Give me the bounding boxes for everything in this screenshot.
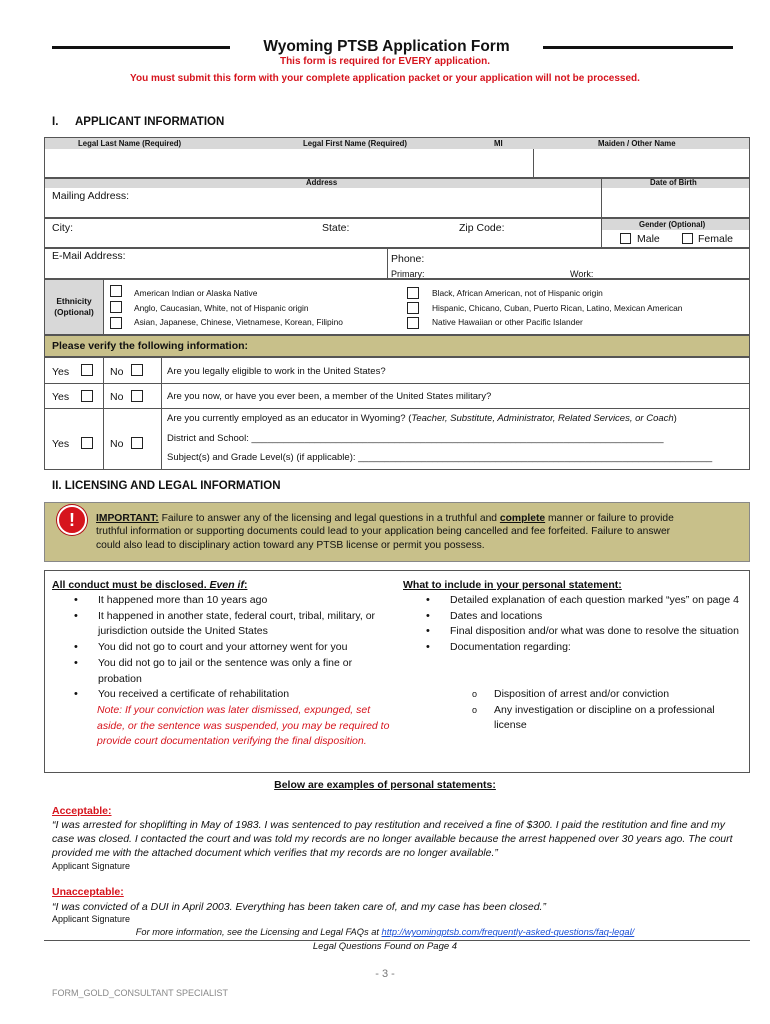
col-first-name: Legal First Name (Required): [303, 139, 407, 148]
dob-field[interactable]: [602, 188, 749, 217]
ethnicity-checkbox[interactable]: [110, 301, 122, 313]
faq-link[interactable]: http://wyomingptsb.com/frequently-asked-questions/faq-legal/: [381, 927, 635, 937]
right-heading: What to include in your personal statement:: [403, 579, 622, 591]
important-line-1: [96, 512, 674, 525]
col-address: Address: [306, 178, 338, 187]
ethnicity-option: Anglo, Caucasian, White, not of Hispanic origin: [134, 303, 309, 313]
unacceptable-example: “I was convicted of a DUI in April 2003. Everything has been taken care of, and my case has been closed.”: [52, 901, 546, 913]
unacceptable-label: Unacceptable:: [52, 886, 124, 898]
left-heading-c: :: [243, 579, 248, 591]
question-military: Are you now, or have you ever been, a member of the United States military?: [167, 391, 492, 402]
divider: [44, 408, 750, 409]
left-note: Note: If your conviction was later dismissed, expunged, set aside, or the sentence was suspended, you may be required to provide court documentation verifying the final disposition.: [97, 704, 390, 748]
acceptable-label: Acceptable:: [52, 805, 112, 817]
ethnicity-label: Ethnicity (Optional): [54, 296, 94, 317]
ethnicity-checkbox[interactable]: [407, 302, 419, 314]
no-label: No: [110, 366, 124, 378]
ethnicity-checkbox[interactable]: [407, 317, 419, 329]
yes-label: Yes: [52, 438, 70, 450]
header-rule-right: [543, 46, 733, 49]
list-item: • It happened more than 10 years ago: [52, 593, 397, 609]
important-text-b: manner or failure to provide: [545, 513, 674, 524]
city-label: City:: [52, 222, 73, 234]
divider: [44, 383, 750, 384]
divider: [103, 357, 104, 470]
phone-label: Phone:: [391, 253, 425, 265]
primary-phone-label: Primary:: [391, 269, 425, 279]
list-item: o Any investigation or discipline on a professional license: [424, 703, 750, 734]
section1-title: APPLICANT INFORMATION: [75, 116, 225, 128]
list-item: • Final disposition and/or what was done to resolve the situation: [404, 624, 750, 640]
section1-number: I.: [52, 116, 59, 128]
ethnicity-option: Asian, Japanese, Chinese, Vietnamese, Korean, Filipino: [134, 317, 343, 327]
list-item: • You did not go to court and your attorney went for you: [52, 640, 397, 656]
question-educator: [167, 412, 677, 425]
ethnicity-option: Hispanic, Chicano, Cuban, Puerto Rican, Latino, Mexican American: [432, 303, 683, 313]
zip-label: Zip Code:: [459, 222, 505, 234]
question-work-eligibility: Are you legally eligible to work in the United States?: [167, 366, 386, 377]
col-last-name: Legal Last Name (Required): [78, 139, 182, 148]
important-label: IMPORTANT:: [96, 513, 159, 524]
section2-title: II. LICENSING AND LEGAL INFORMATION: [52, 480, 281, 492]
list-item: • You did not go to jail or the sentence was only a fine or probation: [52, 656, 397, 687]
list-item: • It happened in another state, federal court, tribal, military, or jurisdiction outside the United States: [52, 609, 397, 640]
left-heading: [52, 579, 247, 591]
subjects-grades-field[interactable]: Subject(s) and Grade Level(s) (if applicable): ___________________________________________________________________: [167, 452, 713, 463]
ethnicity-option: Black, African American, not of Hispanic origin: [432, 288, 603, 298]
more-info-text: For more information, see the Licensing and Legal FAQs at: [135, 927, 382, 937]
question-educator-roles: Teacher, Substitute, Administrator, Related Services, or Coach: [411, 413, 674, 424]
right-list: [404, 593, 750, 656]
verify-title: Please verify the following information:: [52, 340, 249, 352]
list-item: • Dates and locations: [404, 609, 750, 625]
q1-no-checkbox[interactable]: [131, 364, 143, 376]
left-heading-b: Even if: [209, 579, 244, 591]
ethnicity-checkbox[interactable]: [407, 287, 419, 299]
address-header-bar: [45, 179, 749, 188]
mailing-address-label: Mailing Address:: [52, 190, 130, 202]
yes-label: Yes: [52, 391, 70, 403]
col-mi: MI: [494, 139, 503, 148]
col-dob: Date of Birth: [650, 178, 697, 187]
ethnicity-checkbox[interactable]: [110, 285, 122, 297]
email-field[interactable]: [130, 250, 385, 276]
col-maiden: Maiden / Other Name: [598, 139, 676, 148]
divider: [103, 279, 104, 335]
list-item: • Documentation regarding:: [404, 640, 750, 656]
district-school-field[interactable]: District and School: ______________________________________________________________________________: [167, 433, 664, 444]
work-phone-field[interactable]: [600, 266, 748, 278]
q3-yes-checkbox[interactable]: [81, 437, 93, 449]
no-label: No: [110, 438, 124, 450]
q2-yes-checkbox[interactable]: [81, 390, 93, 402]
applicant-signature-label: Applicant Signature: [52, 914, 131, 924]
divider: [387, 248, 388, 279]
primary-phone-field[interactable]: [432, 266, 562, 278]
examples-heading: Below are examples of personal statements:: [274, 779, 496, 791]
found-on-page: Legal Questions Found on Page 4: [312, 941, 458, 952]
list-item: • Detailed explanation of each question marked “yes” on page 4: [404, 593, 750, 609]
required-note: This form is required for EVERY application.: [279, 56, 491, 67]
male-label: Male: [637, 233, 660, 245]
gender-label: Gender (Optional): [639, 220, 706, 229]
more-info-line: [0, 927, 770, 937]
question-educator-start: Are you currently employed as an educator in Wyoming? (: [167, 413, 412, 424]
header-rule-left: [52, 46, 230, 49]
form-id: FORM_GOLD_CONSULTANT SPECIALIST: [52, 988, 229, 998]
important-text-a: Failure to answer any of the licensing and legal questions in a truthful and: [158, 513, 500, 524]
important-line-3: could also lead to disciplinary action toward any PTSB license or permit you possess.: [96, 540, 485, 551]
left-list: [52, 593, 397, 703]
divider: [161, 357, 162, 470]
right-sublist: [424, 687, 750, 734]
no-label: No: [110, 391, 124, 403]
yes-label: Yes: [52, 366, 70, 378]
maiden-name-field[interactable]: [534, 149, 749, 177]
list-item: o Disposition of arrest and/or conviction: [424, 687, 750, 703]
important-line-2: truthful information or supporting documents could lead to your application being cancelled and fee forfeited. Failure to answer: [96, 526, 671, 537]
ethnicity-option: Native Hawaiian or other Pacific Islander: [432, 317, 583, 327]
important-complete: complete: [499, 513, 546, 524]
submit-note: You must submit this form with your complete application packet or your application will not be processed.: [130, 73, 640, 84]
female-label: Female: [698, 233, 734, 245]
male-checkbox[interactable]: [620, 233, 631, 244]
ethnicity-option: American Indian or Alaska Native: [134, 288, 258, 298]
q3-no-checkbox[interactable]: [131, 437, 143, 449]
female-checkbox[interactable]: [682, 233, 693, 244]
q1-yes-checkbox[interactable]: [81, 364, 93, 376]
left-heading-a: All conduct must be disclosed.: [52, 579, 210, 591]
q2-no-checkbox[interactable]: [131, 390, 143, 402]
question-educator-end: ): [673, 413, 677, 424]
last-first-name-field[interactable]: [45, 149, 532, 177]
page-number: - 3 -: [375, 968, 395, 980]
mailing-address-field[interactable]: [145, 188, 600, 217]
email-label: E-Mail Address:: [52, 250, 126, 262]
page-title: Wyoming PTSB Application Form: [263, 38, 510, 55]
acceptable-example: “I was arrested for shoplifting in May of 1983. I was sentenced to pay restitution and received a fine of $300. I paid the restitution and fine and my case was closed. I contacted the court and was told my records are no longer available because the arrest happened over 30 years ago. The court provided me with the attached document which verifies that my records are no longer available.”: [52, 819, 733, 859]
work-phone-label: Work:: [570, 269, 594, 279]
exclamation-icon: !: [57, 505, 87, 535]
applicant-signature-label: Applicant Signature: [52, 861, 131, 871]
list-item: • You received a certificate of rehabilitation: [52, 687, 397, 703]
state-label: State:: [322, 222, 350, 234]
ethnicity-checkbox[interactable]: [110, 317, 122, 329]
